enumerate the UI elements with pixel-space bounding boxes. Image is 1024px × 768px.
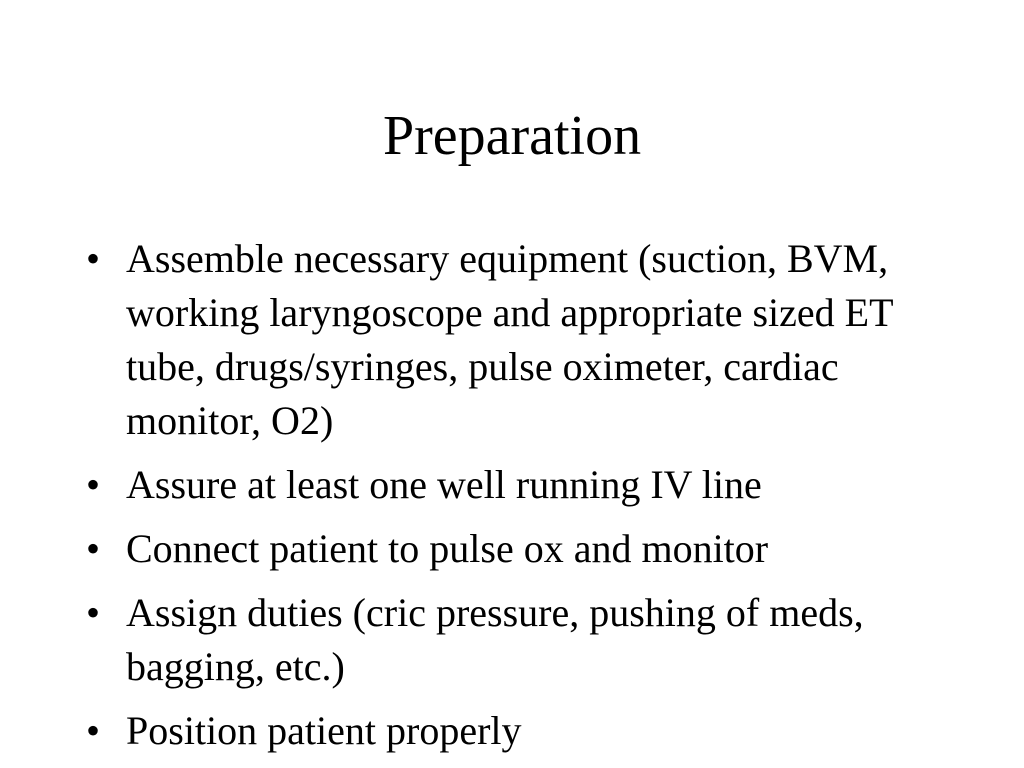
bullet-text: Assemble necessary equipment (suction, BVM, working laryngoscope and appropriate sized ET tube, drugs/syringes, pulse oximeter, cardiac monitor, O2) — [126, 236, 893, 443]
bullet-icon: • — [86, 462, 101, 507]
bullet-item-duties — [86, 586, 936, 694]
bullet-text: Position patient properly — [126, 708, 522, 753]
bullet-icon: • — [86, 526, 101, 571]
bullet-item-monitor — [86, 522, 936, 576]
bullet-icon: • — [86, 708, 101, 753]
slide-title: Preparation — [382, 105, 642, 167]
bullet-list — [86, 232, 936, 768]
bullet-icon: • — [86, 590, 101, 635]
bullet-text: Connect patient to pulse ox and monitor — [126, 526, 769, 571]
bullet-item-iv-line — [86, 458, 936, 512]
bullet-item-equipment — [86, 232, 936, 448]
bullet-icon: • — [86, 236, 101, 281]
bullet-text: Assure at least one well running IV line — [126, 462, 762, 507]
bullet-item-position — [86, 704, 936, 758]
bullet-text: Assign duties (cric pressure, pushing of meds, bagging, etc.) — [126, 590, 864, 689]
